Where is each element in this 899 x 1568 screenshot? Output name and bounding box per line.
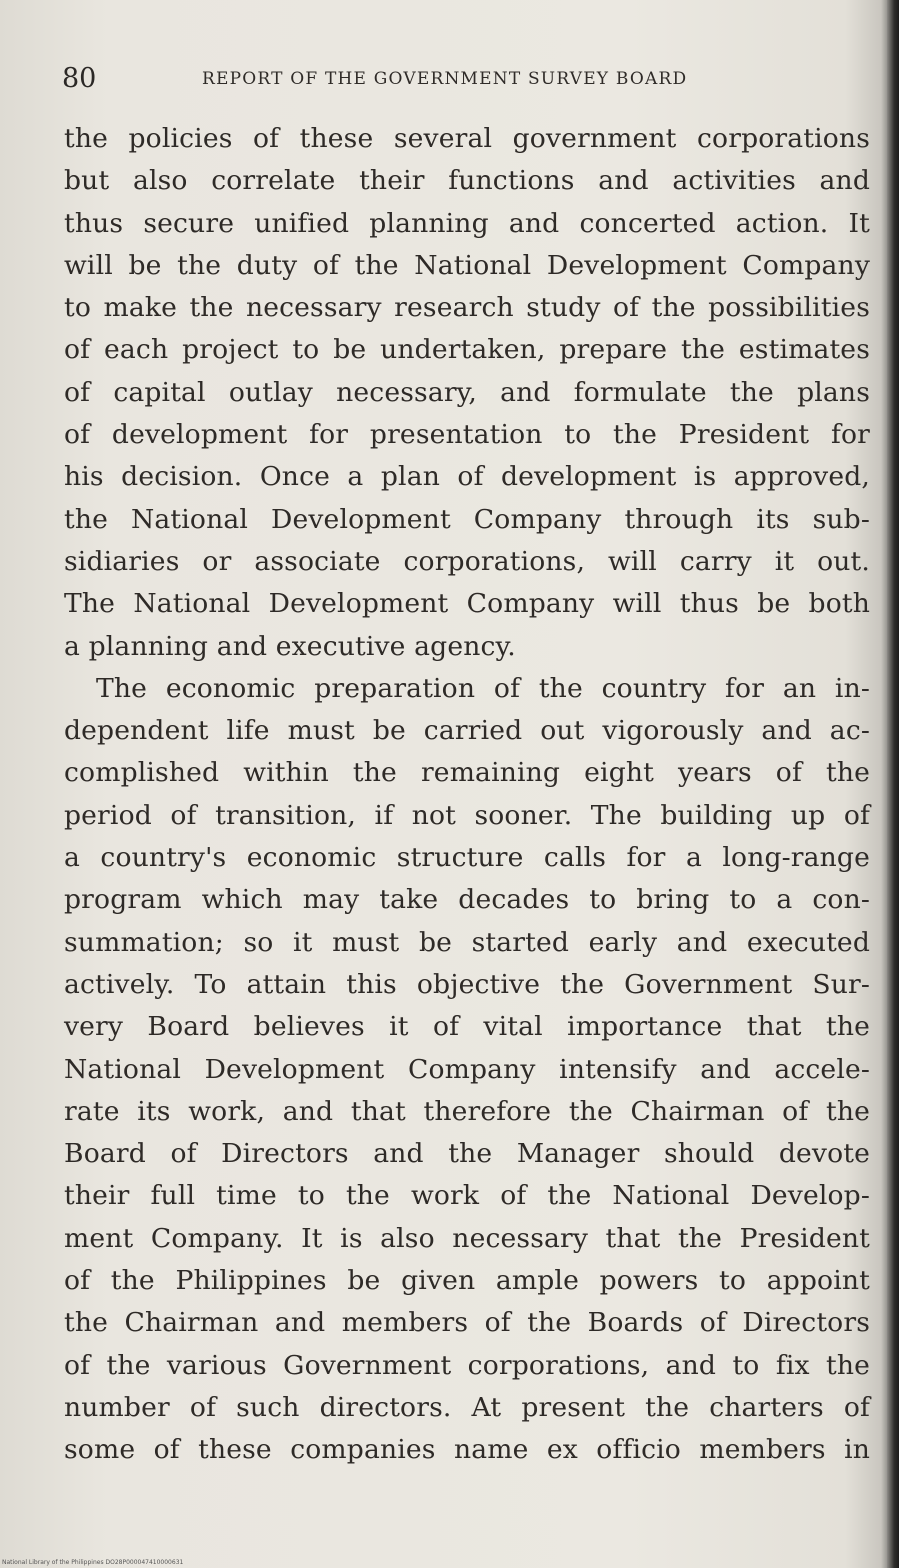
text-line: a country's economic structure calls for a long-range bbox=[64, 842, 870, 874]
text-line: Board of Directors and the Manager should devote bbox=[64, 1138, 870, 1170]
text-line: The National Development Company will thus be both bbox=[64, 588, 870, 620]
text-line: period of transition, if not sooner. The building up of bbox=[64, 799, 870, 831]
text-line: the National Development Company through its sub- bbox=[64, 503, 870, 535]
text-line: a planning and executive agency. bbox=[64, 630, 516, 662]
text-line: sidiaries or associate corporations, will carry it out. bbox=[64, 545, 870, 577]
text-line: dependent life must be carried out vigorously and ac- bbox=[64, 715, 870, 747]
page-number: 80 bbox=[62, 63, 97, 94]
text-line: program which may take decades to bring to a con- bbox=[64, 884, 870, 916]
text-line: the policies of these several government corporations bbox=[64, 123, 870, 154]
text-line: of the Philippines be given ample powers to appoint bbox=[64, 1265, 870, 1297]
archive-credit: National Library of the Philippines DO28P000047410000631 bbox=[2, 1559, 184, 1566]
text-line: National Development Company intensify and accele- bbox=[64, 1053, 870, 1085]
text-line: his decision. Once a plan of development is approved, bbox=[64, 461, 870, 493]
text-line: of development for presentation to the President for bbox=[64, 419, 870, 451]
text-line: number of such directors. At present the charters of bbox=[64, 1391, 870, 1423]
text-line: of each project to be undertaken, prepare the estimates bbox=[64, 334, 870, 366]
text-line: will be the duty of the National Development Company bbox=[64, 249, 870, 281]
text-line: of the various Government corporations, and to fix the bbox=[64, 1349, 870, 1381]
running-head: REPORT OF THE GOVERNMENT SURVEY BOARD bbox=[202, 69, 688, 89]
text-line: some of these companies name ex officio members in bbox=[64, 1434, 870, 1466]
text-line: very Board believes it of vital importance that the bbox=[64, 1011, 870, 1043]
text-line: of capital outlay necessary, and formulate the plans bbox=[64, 376, 870, 408]
page-edge-shadow bbox=[887, 0, 899, 1568]
paragraph-start-line: The economic preparation of the country for an in- bbox=[96, 672, 870, 704]
body-text bbox=[64, 118, 870, 1472]
text-line: actively. To attain this objective the Government Sur- bbox=[64, 968, 870, 1000]
text-line: but also correlate their functions and activities and bbox=[64, 165, 870, 197]
page-header bbox=[62, 62, 862, 102]
text-line: thus secure unified planning and concerted action. It bbox=[64, 207, 870, 239]
text-line: summation; so it must be started early and executed bbox=[64, 926, 870, 958]
text-line: complished within the remaining eight years of the bbox=[64, 757, 870, 789]
text-line: the Chairman and members of the Boards of Directors bbox=[64, 1307, 870, 1339]
text-line: to make the necessary research study of the possibilities bbox=[64, 292, 870, 324]
text-line: rate its work, and that therefore the Chairman of the bbox=[64, 1095, 870, 1127]
text-line: their full time to the work of the National Develop- bbox=[64, 1180, 870, 1212]
text-line: ment Company. It is also necessary that the President bbox=[64, 1222, 870, 1254]
